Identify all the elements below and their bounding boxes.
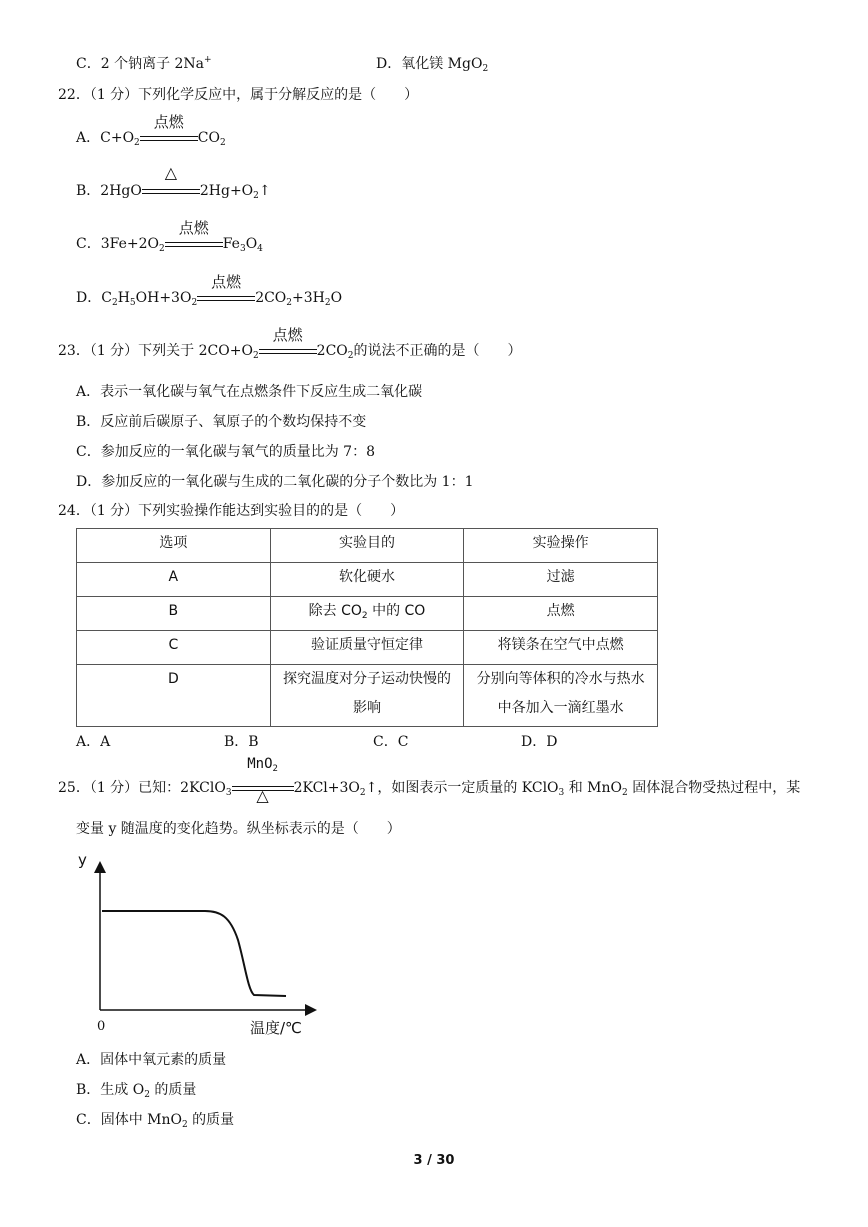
table-cell: 探究温度对分子运动快慢的 影响 [270,665,464,727]
table-header: 实验目的 [270,529,464,563]
q21-option-d: D．氧化镁 MgO$_2$ [376,56,489,74]
table-cell: 分别向等体积的冷水与热水 中各加入一滴红墨水 [464,665,658,727]
reaction-arrow: △ [142,183,200,199]
q24-answer-a: A．A [76,734,111,750]
table-cell: A [77,563,271,597]
table-cell: 过滤 [464,563,658,597]
q22-option-a: A．$C+O_2$ 点燃 $CO_2$ [76,113,226,148]
reaction-arrow: 点燃 [140,130,198,146]
q23-option-c: C．参加反应的一氧化碳与氧气的质量比为 7：8 [76,444,375,460]
graph-y-label: y [78,851,87,869]
q23-option-b: B．反应前后碳原子、氧原子的个数均保持不变 [76,414,367,430]
table-row [77,631,658,665]
temperature-graph [80,850,330,1020]
table-cell: 点燃 [464,597,658,631]
q24-stem: 24．（1 分）下列实验操作能达到实验目的的是（ ） [58,503,405,519]
graph-x-label: 温度/℃ [250,1019,302,1037]
q24-answer-d: D．D [521,734,558,750]
graph-origin-label: 0 [97,1019,106,1034]
table-cell: 将镁条在空气中点燃 [464,631,658,665]
table-cell: B [77,597,271,631]
table-row [77,563,658,597]
q22-stem: 22．（1 分）下列化学反应中，属于分解反应的是（ ） [58,87,419,103]
q25-stem-line2: 变量 y 随温度的变化趋势。纵坐标表示的是（ ） [76,821,401,837]
table-header-row [77,529,658,563]
reaction-arrow: 点燃 [165,236,223,252]
q24-answer-c: C．C [373,734,409,750]
q22-option-d: D．$C_2H_5OH+3O_2$ 点燃 $2CO_2+3H_2O$ [76,273,343,308]
q25-stem-line1: 25．（1 分）已知：2KClO$_3$ MnO$_2$ △ $2KCl+3O_2↑$，如图表示一定质量的 KClO$_3$ 和 MnO$_2$ 固体混合物受热过程中，某 [58,756,801,805]
q25-option-c: C．固体中 MnO$_2$ 的质量 [76,1112,235,1130]
page-number: 3 / 30 [413,1153,455,1168]
q24-answer-b: B．B [224,734,259,750]
table-cell: D [77,665,271,727]
q23-option-d: D．参加反应的一氧化碳与生成的二氧化碳的分子个数比为 1：1 [76,474,474,490]
q23-stem: 23．（1 分）下列关于 $2CO+O_2$ 点燃 $2CO_2$的说法不正确的是（ ） [58,326,522,361]
table-cell: 验证质量守恒定律 [270,631,464,665]
q22-option-c: C．$3Fe+2O_2$ 点燃 $Fe_3O_4$ [76,219,263,254]
table-row [77,665,658,727]
reaction-arrow: 点燃 [259,343,317,359]
table-cell: C [77,631,271,665]
table-row [77,597,658,631]
reaction-arrow: 点燃 [197,290,255,306]
q23-option-a: A．表示一氧化碳与氧气在点燃条件下反应生成二氧化碳 [76,384,423,400]
q25-option-a: A．固体中氧元素的质量 [76,1052,227,1068]
table-header: 实验操作 [464,529,658,563]
table-cell: 软化硬水 [270,563,464,597]
reaction-arrow: MnO$_2$ △ [232,780,294,796]
q22-option-b: B．2HgO △ $2Hg+O_2↑$ [76,163,271,201]
q25-option-b: B．生成 $O_2$ 的质量 [76,1082,197,1100]
q21-option-c: C．2 个钠离子 2Na+ [76,55,212,72]
table-header: 选项 [77,529,271,563]
experiment-table [76,528,658,727]
table-cell: 除去 $CO_2$ 中的 CO [270,597,464,631]
y-curve [102,911,286,996]
